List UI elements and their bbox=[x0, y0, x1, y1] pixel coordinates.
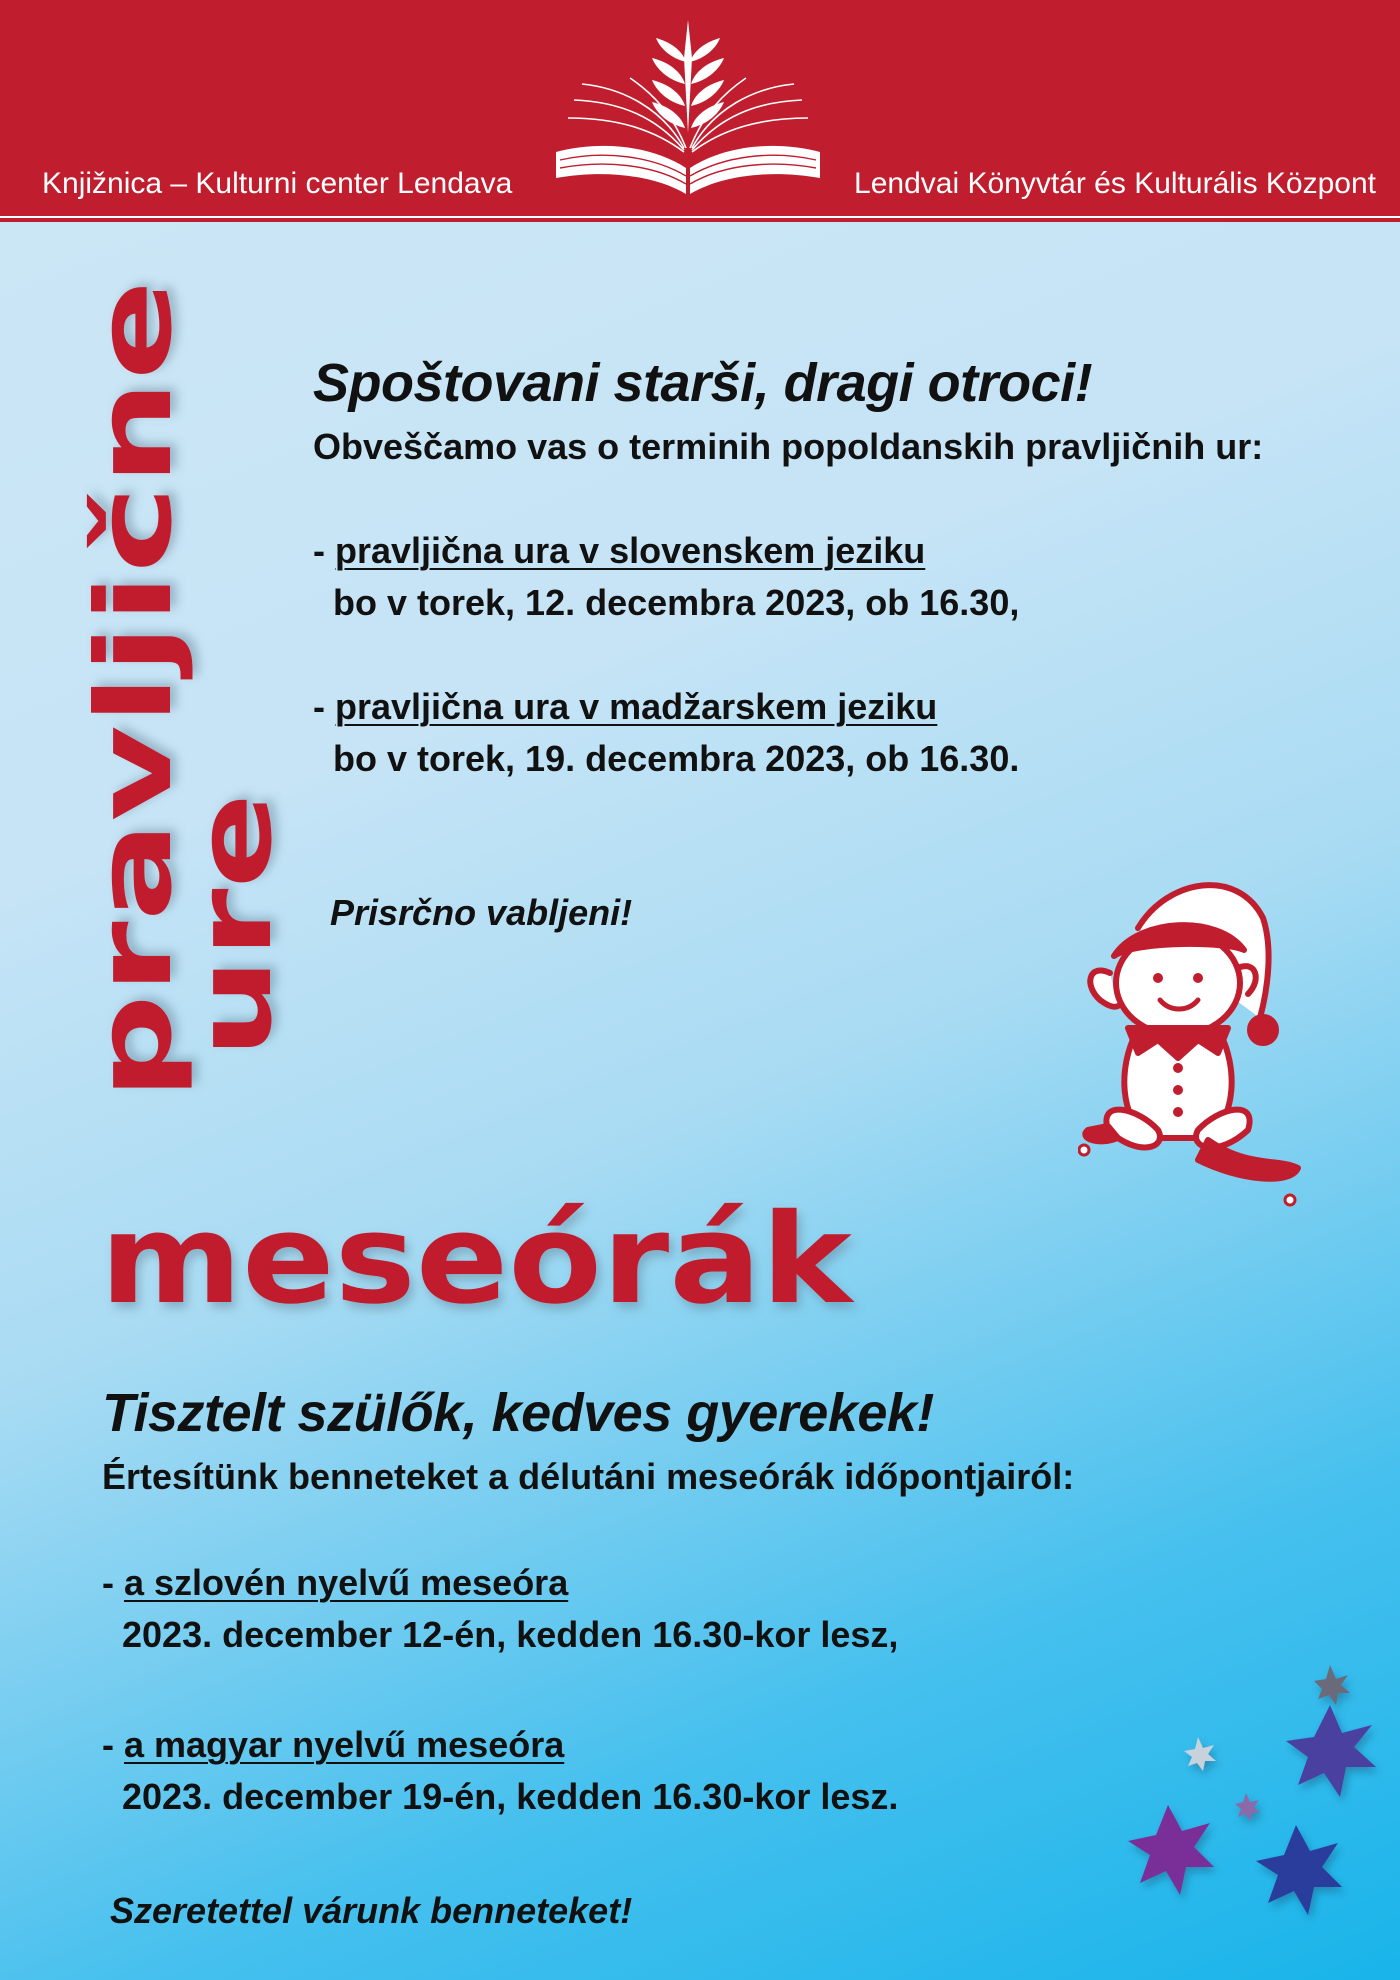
open-book-wheat-logo-icon bbox=[552, 18, 824, 208]
slovene-event-1-date: bo v torek, 12. decembra 2023, ob 16.30, bbox=[333, 582, 1020, 623]
header-banner bbox=[0, 0, 1400, 216]
hungarian-intro: Értesítünk benneteket a délutáni meseórák időpontjairól: bbox=[102, 1456, 1075, 1497]
title-pravljicne: pravljične bbox=[73, 523, 195, 1100]
slovene-event-2-date: bo v torek, 19. decembra 2023, ob 16.30. bbox=[333, 738, 1020, 779]
hungarian-closing: Szeretettel várunk benneteket! bbox=[110, 1890, 633, 1931]
hungarian-event-2 bbox=[102, 1724, 564, 1766]
hungarian-event-1-date: 2023. december 12-én, kedden 16.30-kor lesz, bbox=[122, 1614, 899, 1655]
slovene-intro: Obveščamo vas o terminih popoldanskih pravljičnih ur: bbox=[313, 426, 1264, 467]
library-name-slovene: Knjižnica – Kulturni center Lendava bbox=[42, 167, 513, 200]
dash: - bbox=[102, 1562, 124, 1603]
title-meseorak: meseórák bbox=[100, 1188, 855, 1332]
library-name-hungarian: Lendvai Könyvtár és Kulturális Központ bbox=[854, 167, 1376, 200]
stars-decoration-icon bbox=[1110, 1655, 1400, 1955]
elf-illustration-icon bbox=[1078, 868, 1308, 1218]
event-label: a szlovén nyelvű meseóra bbox=[124, 1562, 569, 1603]
slovene-heading: Spoštovani starši, dragi otroci! bbox=[313, 353, 1093, 413]
dash: - bbox=[313, 686, 335, 727]
event-label: a magyar nyelvű meseóra bbox=[124, 1724, 565, 1765]
slovene-event-1 bbox=[313, 530, 925, 572]
hungarian-event-2-date: 2023. december 19-én, kedden 16.30-kor lesz. bbox=[122, 1776, 899, 1817]
event-label: pravljična ura v madžarskem jeziku bbox=[335, 686, 938, 727]
hungarian-heading: Tisztelt szülők, kedves gyerekek! bbox=[102, 1383, 934, 1443]
slovene-closing: Prisrčno vabljeni! bbox=[330, 892, 633, 933]
slovene-event-2 bbox=[313, 686, 937, 728]
event-label: pravljična ura v slovenskem jeziku bbox=[335, 530, 926, 571]
title-ure: ure bbox=[173, 862, 295, 1058]
dash: - bbox=[102, 1724, 124, 1765]
hungarian-event-1 bbox=[102, 1562, 568, 1604]
dash: - bbox=[313, 530, 335, 571]
header-divider-red bbox=[0, 218, 1400, 222]
